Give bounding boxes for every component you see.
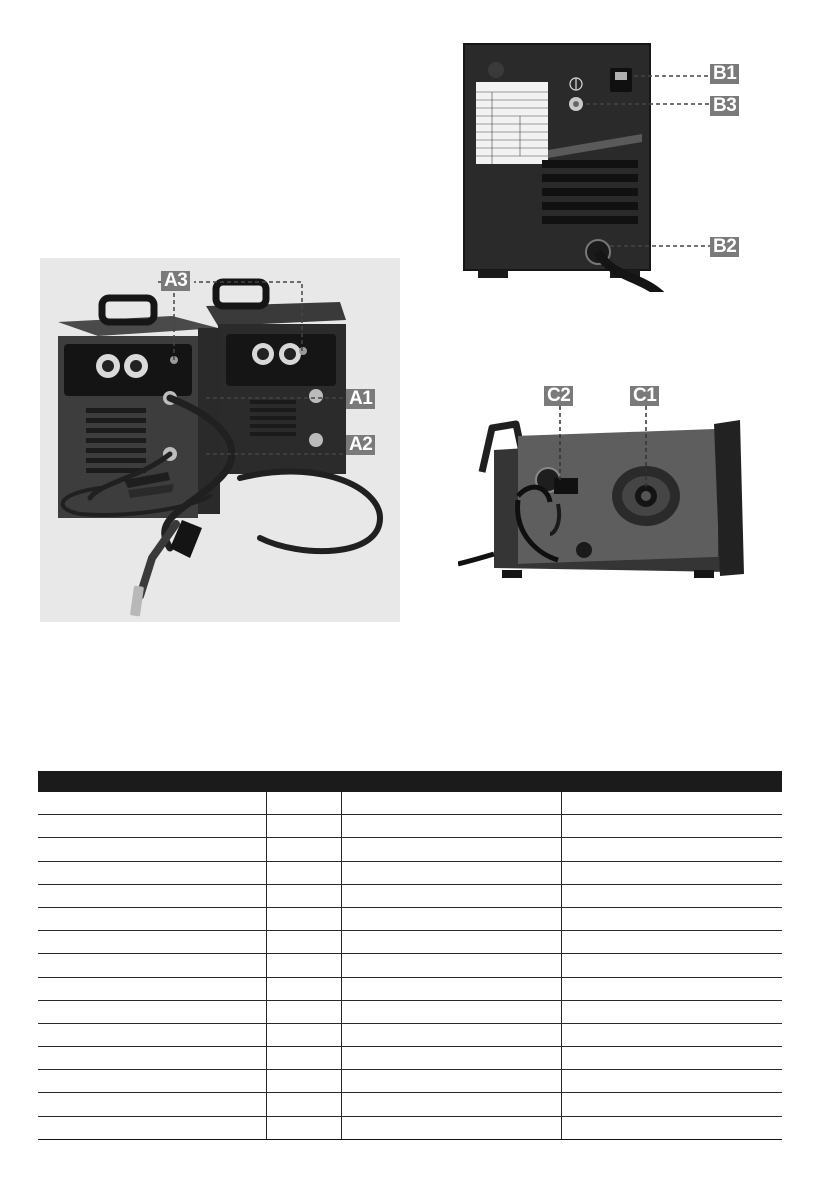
table-cell (561, 907, 782, 930)
table-cell (38, 954, 266, 977)
table-cell (38, 838, 266, 861)
table-cell (266, 838, 341, 861)
table-cell (38, 815, 266, 838)
figure-side-view (458, 384, 748, 582)
callout-b2: B2 (710, 237, 739, 257)
callout-b1: B1 (710, 64, 739, 84)
spec-table-body (38, 792, 782, 1139)
table-cell (341, 1000, 561, 1023)
table-cell (341, 907, 561, 930)
table-cell (38, 1047, 266, 1070)
table-cell (561, 792, 782, 815)
table-cell (266, 861, 341, 884)
table-row (38, 1070, 782, 1093)
table-cell (266, 815, 341, 838)
table-cell (341, 1047, 561, 1070)
table-cell (38, 792, 266, 815)
header-cell (561, 771, 782, 792)
table-cell (266, 1093, 341, 1116)
table-cell (38, 1116, 266, 1139)
spec-table (38, 771, 782, 1140)
table-cell (561, 1070, 782, 1093)
header-cell (38, 771, 266, 792)
figure-front-view (40, 258, 400, 622)
table-cell (561, 1023, 782, 1046)
table-cell (38, 861, 266, 884)
spec-table-header (38, 771, 782, 792)
table-cell (561, 838, 782, 861)
table-row (38, 1047, 782, 1070)
table-cell (341, 792, 561, 815)
table-cell (266, 1116, 341, 1139)
table-cell (561, 815, 782, 838)
table-row (38, 884, 782, 907)
callout-a3: A3 (161, 271, 190, 291)
table-row (38, 815, 782, 838)
callout-a2: A2 (346, 435, 375, 455)
table-row (38, 907, 782, 930)
table-cell (341, 1093, 561, 1116)
table-cell (561, 954, 782, 977)
table-cell (341, 838, 561, 861)
side-view-leaders (458, 384, 748, 582)
callout-b3: B3 (710, 96, 739, 116)
callout-c2: C2 (544, 386, 573, 406)
figure-rear-view (462, 40, 750, 292)
table-cell (38, 977, 266, 1000)
table-cell (341, 884, 561, 907)
table-cell (38, 931, 266, 954)
table-cell (341, 815, 561, 838)
table-cell (266, 977, 341, 1000)
table-cell (38, 907, 266, 930)
header-cell (266, 771, 341, 792)
table-cell (561, 1000, 782, 1023)
table-cell (266, 931, 341, 954)
table-cell (341, 1070, 561, 1093)
header-cell (341, 771, 561, 792)
table-row (38, 931, 782, 954)
table-cell (266, 907, 341, 930)
table-cell (38, 1000, 266, 1023)
table-cell (341, 977, 561, 1000)
table-cell (341, 954, 561, 977)
table-row (38, 1023, 782, 1046)
table-cell (561, 884, 782, 907)
table-row (38, 977, 782, 1000)
table-cell (341, 1023, 561, 1046)
table-cell (266, 1070, 341, 1093)
table-cell (341, 931, 561, 954)
callout-c1: C1 (630, 386, 659, 406)
table-cell (341, 861, 561, 884)
table-cell (266, 884, 341, 907)
table-row (38, 1000, 782, 1023)
table-cell (38, 1093, 266, 1116)
table-cell (38, 884, 266, 907)
table-cell (266, 954, 341, 977)
table-cell (266, 792, 341, 815)
table-cell (561, 931, 782, 954)
table-cell (38, 1070, 266, 1093)
table-row (38, 954, 782, 977)
table-row (38, 792, 782, 815)
table-cell (561, 977, 782, 1000)
rear-view-leaders (462, 40, 750, 292)
table-row (38, 861, 782, 884)
table-row (38, 1093, 782, 1116)
table-cell (266, 1023, 341, 1046)
callout-a1: A1 (346, 389, 375, 409)
table-row (38, 838, 782, 861)
table-cell (561, 861, 782, 884)
table-cell (266, 1000, 341, 1023)
table-cell (561, 1116, 782, 1139)
table-cell (561, 1047, 782, 1070)
table-cell (266, 1047, 341, 1070)
table-cell (561, 1093, 782, 1116)
table-row (38, 1116, 782, 1139)
table-cell (38, 1023, 266, 1046)
table-cell (341, 1116, 561, 1139)
